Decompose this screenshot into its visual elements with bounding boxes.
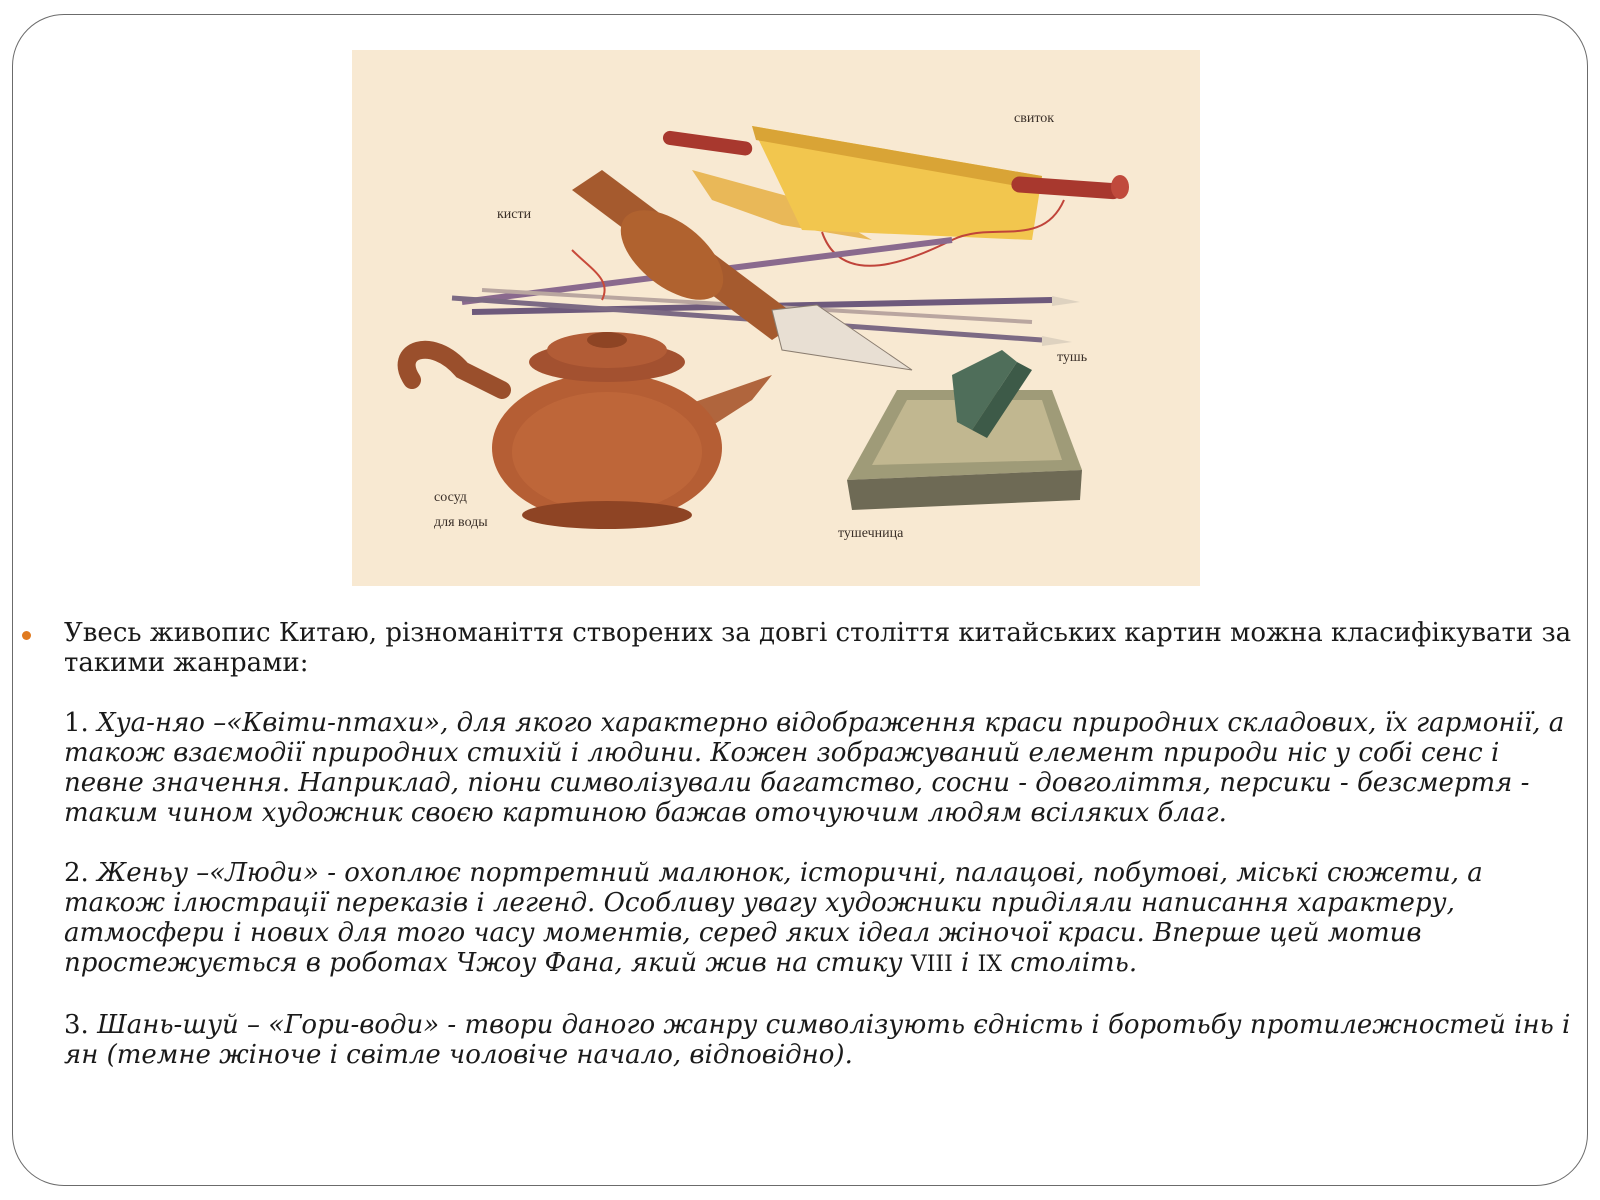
intro-paragraph: Увесь живопис Китаю, різноманіття створених за довгі століття китайських картин можна класифікувати за такими жанрами:: [64, 618, 1572, 678]
genre-text-3: Шань-шуй – «Гори-води» - твори даного жанру символізують єдність і боротьбу протилежностей інь і ян (темне жіноче і світле чоловіче начало, відповідно).: [64, 1010, 1571, 1070]
calligraphy-tools-illustration: [352, 50, 1200, 586]
century-ix: IX: [977, 952, 1002, 977]
genre-number-1: 1.: [64, 708, 89, 738]
conjunction: і: [961, 948, 970, 978]
body-text: [64, 618, 1584, 1070]
genre-text-2: Женьу –«Люди» - охоплює портретний малюнок, історичні, палацові, побутові, міські сюжети, а також ілюстрації переказів і легенд. Особливу увагу художники приділяли написання характеру, атмосфери і нових для того часу моментів, серед яких ідеал жіночої краси. Вперше цей мотив простежується в роботах Чжоу Фана, який жив на стику: [64, 858, 1483, 978]
scroll-label: свиток: [1014, 111, 1055, 126]
water-vessel-drawing: [407, 332, 772, 530]
brushes-label: кисти: [497, 207, 532, 222]
inkstone-drawing: [838, 350, 1082, 541]
scroll-drawing: [662, 111, 1129, 266]
genre-item-1: [64, 708, 1584, 828]
bullet-dot: [22, 631, 31, 640]
water-vessel-label-line1: сосуд: [434, 490, 467, 505]
genre-item-3: [64, 1010, 1584, 1070]
inkstone-label: тушечница: [838, 526, 904, 541]
genre-text-1: Хуа-няо –«Квіти-птахи», для якого характерно відображення краси природних складових, їх гармонії, а також взаємодії природних стихій і людини. Кожен зображуваний елемент природи ніс у собі сенс і певне значення. Наприклад, піони символізували багатство, сосни - довголіття, персики - безсмертя - таким чином художник своєю картиною бажав оточуючим людям всіляких благ.: [64, 708, 1565, 828]
century-viii: VIII: [910, 952, 953, 977]
genre-item-2: [64, 858, 1584, 980]
genre-number-3: 3.: [64, 1010, 89, 1040]
genre-number-2: 2.: [64, 858, 89, 888]
genre-text-2-end: століть.: [1010, 948, 1138, 978]
ink-label: тушь: [1057, 350, 1088, 365]
water-vessel-label-line2: для воды: [434, 515, 488, 530]
